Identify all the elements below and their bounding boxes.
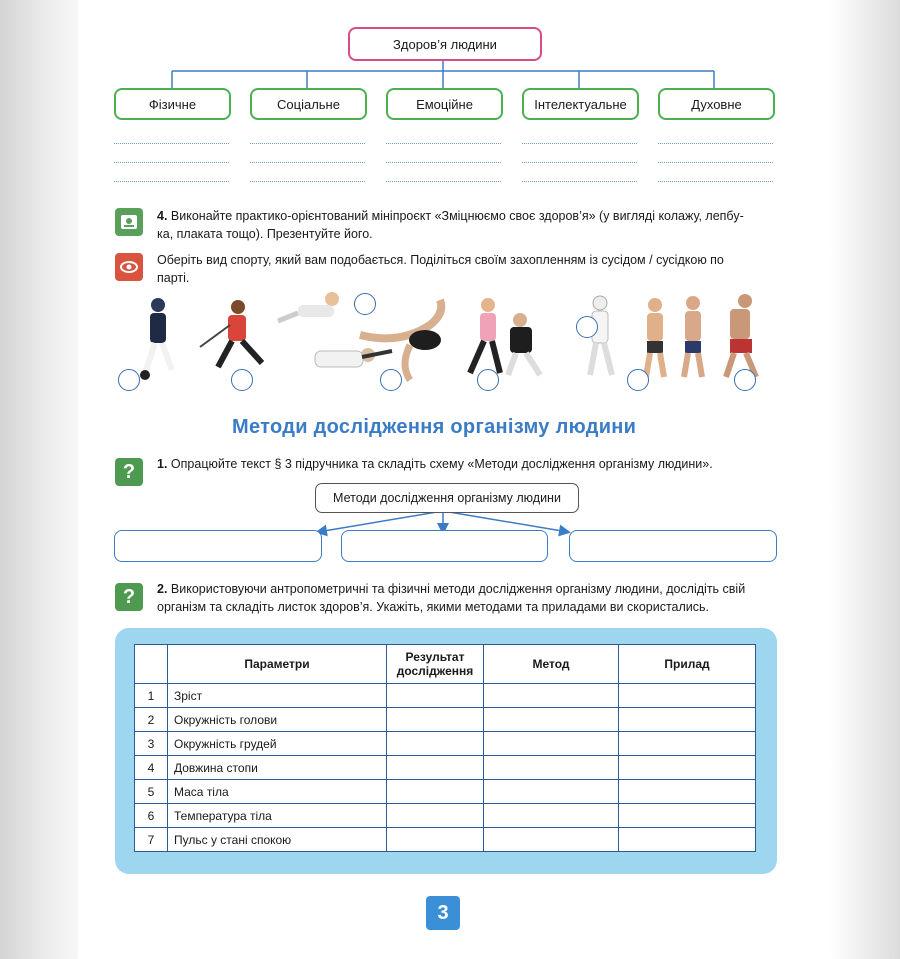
method-cell[interactable]	[484, 732, 619, 756]
task2-number: 2.	[157, 582, 168, 596]
question-task-icon: ?	[115, 458, 143, 486]
sport-choice-circle[interactable]	[380, 369, 402, 391]
row-param: Пульс у стані спокою	[168, 828, 387, 852]
task4-number: 4.	[157, 209, 168, 223]
page-edge-shadow	[830, 0, 900, 959]
device-cell[interactable]	[619, 756, 756, 780]
device-cell[interactable]	[619, 828, 756, 852]
device-cell[interactable]	[619, 804, 756, 828]
page-number-badge	[426, 896, 460, 930]
health-root-box	[348, 27, 542, 61]
sport-choice-circle[interactable]	[118, 369, 140, 391]
method-cell[interactable]	[484, 804, 619, 828]
health-box-label: Соціальне	[277, 96, 340, 112]
basketball-players-figure	[470, 298, 540, 375]
method-cell[interactable]	[484, 756, 619, 780]
health-root-label: Здоров’я людини	[393, 36, 497, 52]
row-number: 7	[135, 828, 168, 852]
row-number: 1	[135, 684, 168, 708]
health-box-label: Фізичне	[148, 96, 197, 112]
result-cell[interactable]	[387, 732, 484, 756]
soccer-player-figure	[140, 298, 172, 380]
method-cell[interactable]	[484, 828, 619, 852]
sport-choice-circle[interactable]	[477, 369, 499, 391]
result-cell[interactable]	[387, 756, 484, 780]
result-cell[interactable]	[387, 804, 484, 828]
health-box-intellectual	[522, 88, 639, 120]
answer-line[interactable]	[658, 143, 773, 144]
answer-line[interactable]	[658, 162, 773, 163]
answer-line[interactable]	[522, 162, 637, 163]
row-param: Зріст	[168, 684, 387, 708]
question-task-icon: ?	[115, 583, 143, 611]
task1-text	[157, 455, 777, 473]
answer-line[interactable]	[386, 181, 501, 182]
methods-root-label: Методи дослідження організму людини	[333, 491, 561, 505]
page-number: 3	[437, 901, 449, 924]
sport-task-line2: парті.	[157, 271, 190, 285]
task2-line2: організм та складіть листок здоров’я. Укажіть, якими методами та приладами ви скористались.	[157, 600, 710, 614]
methods-root-box	[315, 483, 579, 513]
row-number: 3	[135, 732, 168, 756]
volleyball-player-figure	[278, 292, 339, 321]
table-row	[135, 828, 756, 852]
health-box-label: Духовне	[691, 96, 742, 112]
answer-line[interactable]	[250, 181, 365, 182]
answer-line[interactable]	[386, 143, 501, 144]
sport-task-line1: Оберіть вид спорту, який вам подобається. Поділіться своїм захопленням із сусідом / сусідкою по	[157, 253, 724, 267]
task1-line: Опрацюйте текст § 3 підручника та складіть схему «Методи дослідження організму людини».	[170, 457, 713, 471]
health-box-label: Інтелектуальне	[534, 96, 627, 112]
method-cell[interactable]	[484, 684, 619, 708]
answer-line[interactable]	[114, 162, 229, 163]
result-cell[interactable]	[387, 708, 484, 732]
table-row	[135, 780, 756, 804]
methods-answer-box[interactable]	[569, 530, 777, 562]
health-box-emotional	[386, 88, 503, 120]
goalkeeper-figure	[315, 348, 392, 367]
table-header-params: Параметри	[168, 645, 387, 684]
task4-text	[157, 207, 777, 243]
answer-line[interactable]	[386, 162, 501, 163]
result-cell[interactable]	[387, 684, 484, 708]
methods-answer-box[interactable]	[114, 530, 322, 562]
row-param: Довжина стопи	[168, 756, 387, 780]
answer-line[interactable]	[658, 181, 773, 182]
row-param: Маса тіла	[168, 780, 387, 804]
method-cell[interactable]	[484, 708, 619, 732]
sport-choice-circle[interactable]	[231, 369, 253, 391]
section-title: Методи дослідження організму людини	[232, 416, 637, 438]
answer-line[interactable]	[114, 143, 229, 144]
table-header-row	[135, 645, 756, 684]
answer-line[interactable]	[522, 181, 637, 182]
boxers-figure	[646, 294, 756, 377]
result-cell[interactable]	[387, 780, 484, 804]
health-sheet-table	[134, 644, 756, 852]
task4-line2: ка, плаката тощо). Презентуйте його.	[157, 227, 373, 241]
method-cell[interactable]	[484, 780, 619, 804]
health-sheet-panel	[115, 628, 777, 874]
task2-line1: Використовуючи антропометричні та фізичні методи дослідження організму людини, дослідіть свій	[170, 582, 746, 596]
table-row	[135, 684, 756, 708]
task2-text	[157, 580, 782, 616]
answer-line[interactable]	[114, 181, 229, 182]
table-row	[135, 804, 756, 828]
table-row	[135, 708, 756, 732]
sport-choice-circle[interactable]	[734, 369, 756, 391]
row-param: Окружність голови	[168, 708, 387, 732]
device-cell[interactable]	[619, 708, 756, 732]
table-header-num	[135, 645, 168, 684]
table-row	[135, 732, 756, 756]
row-number: 6	[135, 804, 168, 828]
row-number: 2	[135, 708, 168, 732]
field-hockey-player-figure	[200, 300, 262, 367]
task1-number: 1.	[157, 457, 168, 471]
answer-line[interactable]	[250, 143, 365, 144]
sport-choice-circle[interactable]	[576, 316, 598, 338]
sport-choice-circle[interactable]	[627, 369, 649, 391]
sport-choice-circle[interactable]	[354, 293, 376, 315]
task4-line1: Виконайте практико-орієнтований мініпроєкт «Зміцнюємо своє здоров’я» (у вигляді колажу, лепбу-	[170, 209, 744, 223]
health-box-social	[250, 88, 367, 120]
answer-line[interactable]	[522, 143, 637, 144]
result-cell[interactable]	[387, 828, 484, 852]
table-header-method: Метод	[484, 645, 619, 684]
discussion-task-icon	[115, 253, 143, 281]
row-number: 4	[135, 756, 168, 780]
row-param: Окружність грудей	[168, 732, 387, 756]
health-box-label: Емоційне	[416, 96, 473, 112]
device-cell[interactable]	[619, 780, 756, 804]
row-number: 5	[135, 780, 168, 804]
page-binding-shadow	[0, 0, 78, 959]
table-header-result: Результат дослідження	[387, 645, 484, 684]
device-cell[interactable]	[619, 684, 756, 708]
answer-line[interactable]	[250, 162, 365, 163]
health-box-physical	[114, 88, 231, 120]
sport-task-text	[157, 251, 777, 287]
device-cell[interactable]	[619, 732, 756, 756]
row-param: Температура тіла	[168, 804, 387, 828]
table-row	[135, 756, 756, 780]
methods-answer-box[interactable]	[341, 530, 548, 562]
project-task-icon	[115, 208, 143, 236]
health-box-spiritual	[658, 88, 775, 120]
table-header-device: Прилад	[619, 645, 756, 684]
